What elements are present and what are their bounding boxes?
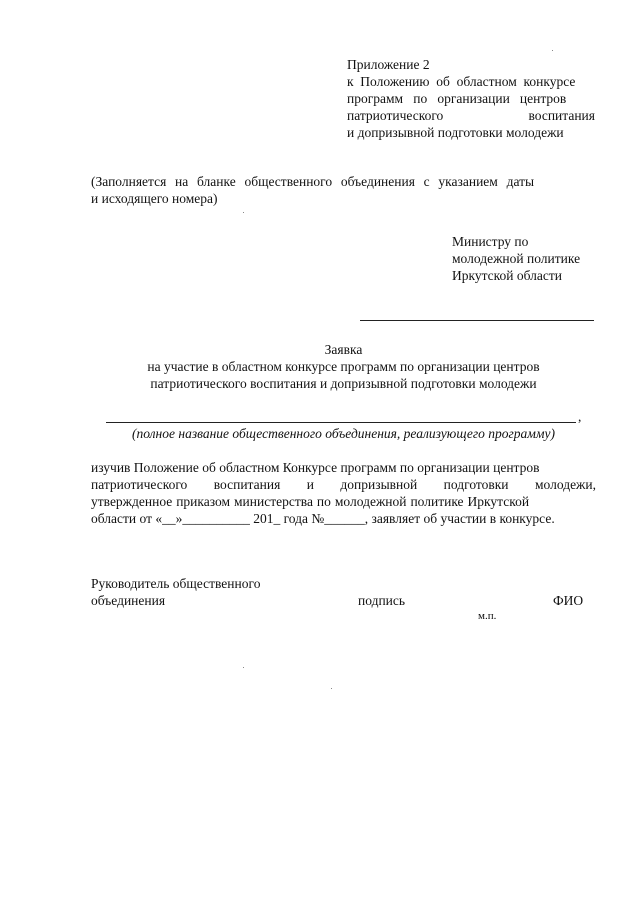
addressee-line-1: Министру по xyxy=(452,234,529,249)
application-line-2: патриотического воспитания и допризывной подготовки молодежи xyxy=(150,376,537,391)
instruction-block xyxy=(91,173,596,207)
body-line-2 xyxy=(91,476,596,493)
body-block xyxy=(91,459,596,527)
body-word-1: патриотического xyxy=(91,477,188,492)
body-word-5: подготовки xyxy=(443,477,509,492)
appendix-line-3-right: воспитания xyxy=(528,108,595,123)
body-word-2: воспитания xyxy=(213,477,281,492)
body-line-1-text: изучив Положение об областном Конкурсе программ по организации центров xyxy=(91,460,540,475)
appendix-line-4: и допризывной подготовки молодежи xyxy=(347,125,564,140)
addressee-block xyxy=(452,233,602,284)
body-line-1 xyxy=(91,459,596,476)
body-line-3: утвержденное приказом министерства по молодежной политике Иркутской xyxy=(91,494,530,509)
appendix-title: Приложение 2 xyxy=(347,57,430,72)
scan-speck xyxy=(243,667,244,668)
signature-role-line-2: объединения xyxy=(91,593,166,608)
scan-speck xyxy=(552,50,553,51)
application-title: Заявка xyxy=(324,342,363,357)
appendix-block xyxy=(347,56,595,141)
application-block xyxy=(91,341,596,392)
body-word-3: и xyxy=(306,477,314,492)
body-word-6: молодежи, xyxy=(534,477,596,492)
stamp-label: м.п. xyxy=(478,610,497,622)
appendix-line-3 xyxy=(347,107,595,124)
appendix-line-2: программ по организации центров xyxy=(347,91,567,106)
signature-role xyxy=(91,575,331,609)
scan-speck xyxy=(243,212,244,213)
application-line-1: на участие в областном конкурсе программ по организации центров xyxy=(147,359,540,374)
organization-name-comma: , xyxy=(578,409,582,424)
appendix-line-1: к Положению об областном конкурсе xyxy=(347,74,576,89)
organization-name-caption: (полное название общественного объединения, реализующего программу) xyxy=(132,426,555,441)
instruction-line-1: (Заполняется на бланке общественного объединения с указанием даты xyxy=(91,174,535,189)
signature-label: подпись xyxy=(358,593,406,608)
addressee-line-3: Иркутской области xyxy=(452,268,563,283)
sender-underline xyxy=(360,320,594,321)
body-word-4: допризывной xyxy=(340,477,418,492)
name-label: ФИО xyxy=(553,593,584,608)
organization-name-field[interactable] xyxy=(106,422,576,423)
body-line-4: области от «__»__________ 201_ года №______, заявляет об участии в конкурсе. xyxy=(91,511,555,526)
appendix-line-3-left: патриотического xyxy=(347,108,444,123)
instruction-line-2: и исходящего номера) xyxy=(91,191,218,206)
scan-speck xyxy=(331,688,332,689)
addressee-line-2: молодежной политике xyxy=(452,251,581,266)
signature-role-line-1: Руководитель общественного xyxy=(91,576,261,591)
